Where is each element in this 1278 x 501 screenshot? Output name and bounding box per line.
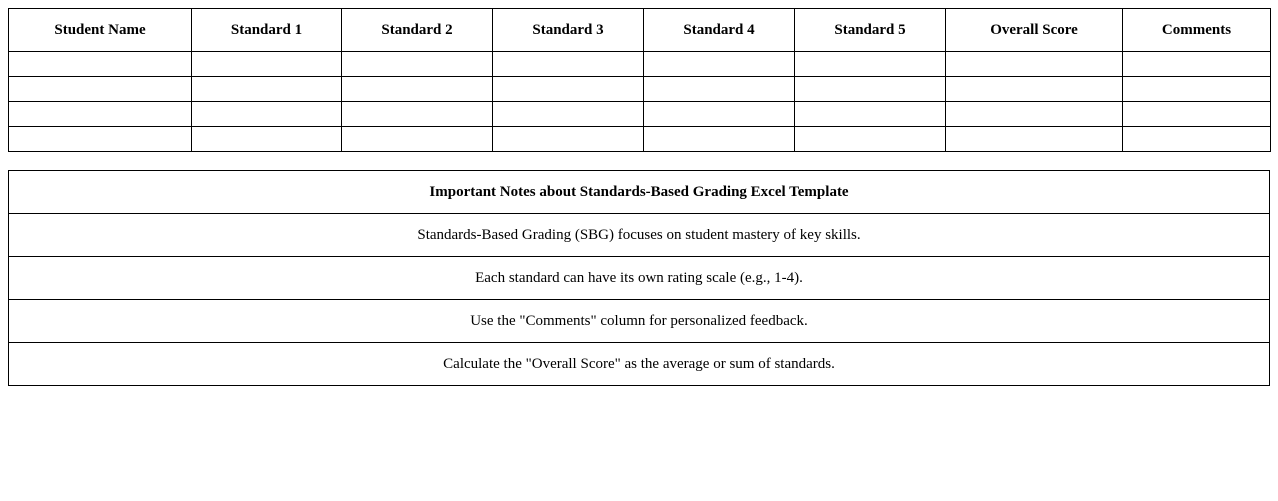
note-text: Calculate the "Overall Score" as the average or sum of standards. <box>9 343 1270 386</box>
notes-header-row <box>9 171 1270 214</box>
page-content <box>8 8 1270 386</box>
note-text: Each standard can have its own rating scale (e.g., 1-4). <box>9 257 1270 300</box>
header-student-name: Student Name <box>9 9 192 52</box>
cell-student-name[interactable] <box>9 102 192 127</box>
cell-student-name[interactable] <box>9 77 192 102</box>
cell-standard-2[interactable] <box>342 52 493 77</box>
cell-overall-score[interactable] <box>946 127 1123 152</box>
table-row <box>9 52 1271 77</box>
cell-comments[interactable] <box>1123 52 1271 77</box>
header-overall-score: Overall Score <box>946 9 1123 52</box>
cell-standard-1[interactable] <box>192 102 342 127</box>
cell-standard-4[interactable] <box>644 127 795 152</box>
cell-standard-2[interactable] <box>342 102 493 127</box>
cell-comments[interactable] <box>1123 77 1271 102</box>
cell-overall-score[interactable] <box>946 52 1123 77</box>
cell-standard-2[interactable] <box>342 127 493 152</box>
cell-comments[interactable] <box>1123 127 1271 152</box>
list-item <box>9 343 1270 386</box>
grades-table <box>8 8 1271 152</box>
cell-standard-1[interactable] <box>192 52 342 77</box>
notes-table <box>8 170 1270 386</box>
cell-student-name[interactable] <box>9 52 192 77</box>
cell-standard-5[interactable] <box>795 52 946 77</box>
list-item <box>9 300 1270 343</box>
cell-standard-4[interactable] <box>644 52 795 77</box>
cell-standard-3[interactable] <box>493 102 644 127</box>
cell-standard-3[interactable] <box>493 127 644 152</box>
cell-overall-score[interactable] <box>946 77 1123 102</box>
cell-overall-score[interactable] <box>946 102 1123 127</box>
cell-standard-1[interactable] <box>192 77 342 102</box>
cell-student-name[interactable] <box>9 127 192 152</box>
cell-standard-3[interactable] <box>493 52 644 77</box>
grades-header-row <box>9 9 1271 52</box>
table-row <box>9 127 1271 152</box>
table-row <box>9 77 1271 102</box>
cell-comments[interactable] <box>1123 102 1271 127</box>
header-standard-3: Standard 3 <box>493 9 644 52</box>
cell-standard-4[interactable] <box>644 102 795 127</box>
cell-standard-5[interactable] <box>795 102 946 127</box>
header-standard-1: Standard 1 <box>192 9 342 52</box>
header-standard-5: Standard 5 <box>795 9 946 52</box>
header-standard-2: Standard 2 <box>342 9 493 52</box>
header-comments: Comments <box>1123 9 1271 52</box>
note-text: Use the "Comments" column for personalized feedback. <box>9 300 1270 343</box>
notes-title: Important Notes about Standards-Based Grading Excel Template <box>9 171 1270 214</box>
table-row <box>9 102 1271 127</box>
cell-standard-5[interactable] <box>795 77 946 102</box>
header-standard-4: Standard 4 <box>644 9 795 52</box>
list-item <box>9 214 1270 257</box>
cell-standard-4[interactable] <box>644 77 795 102</box>
cell-standard-1[interactable] <box>192 127 342 152</box>
cell-standard-2[interactable] <box>342 77 493 102</box>
note-text: Standards-Based Grading (SBG) focuses on student mastery of key skills. <box>9 214 1270 257</box>
cell-standard-5[interactable] <box>795 127 946 152</box>
cell-standard-3[interactable] <box>493 77 644 102</box>
list-item <box>9 257 1270 300</box>
